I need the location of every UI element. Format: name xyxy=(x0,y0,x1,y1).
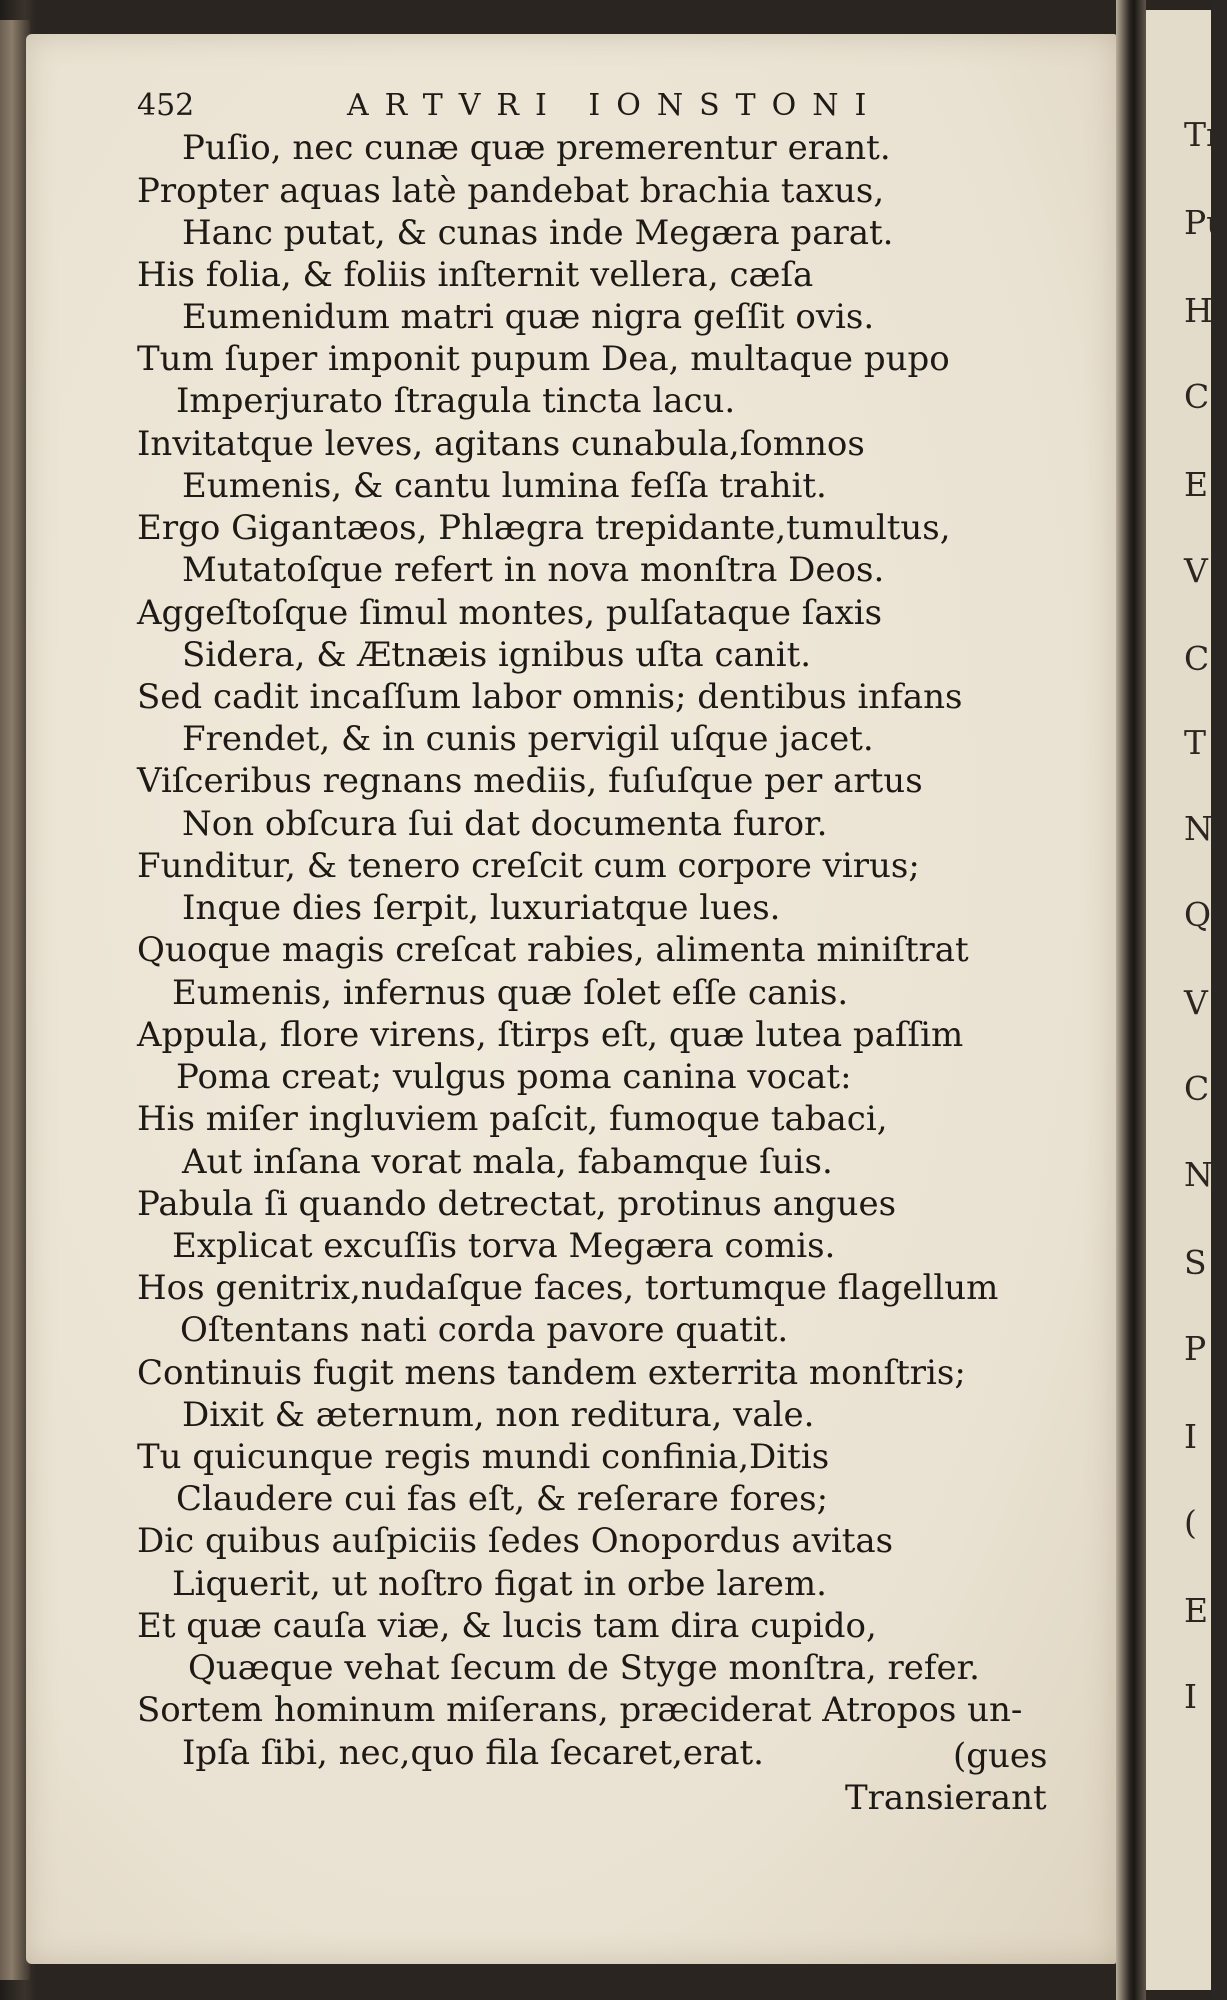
facing-page-letter: P xyxy=(1184,1329,1207,1368)
verse-line: Sed cadit incaſſum labor omnis; dentibus infans xyxy=(137,677,963,717)
facing-page-letter: V xyxy=(1184,551,1208,590)
running-title: ARTVRI IONSTONI xyxy=(347,88,883,123)
facing-page-letter: Tr xyxy=(1184,115,1222,154)
facing-page-letter: Q xyxy=(1184,895,1212,934)
facing-page-letter: C xyxy=(1184,377,1210,416)
facing-page-letter: N xyxy=(1184,809,1213,848)
verse-line: Invitatque leves, agitans cunabula,ſomnos xyxy=(137,424,865,464)
facing-page-letter: C xyxy=(1184,639,1210,678)
verse-line: Aggeſtoſque ſimul montes, pulſataque ſaxis xyxy=(137,593,883,633)
facing-page-letter: I xyxy=(1184,1417,1198,1456)
facing-page-letter: I xyxy=(1184,1677,1198,1716)
verse-line: Hanc putat, & cunas inde Megæra parat. xyxy=(182,213,894,253)
facing-page-letter: E xyxy=(1184,1591,1209,1630)
turnover-word: (gues xyxy=(953,1736,1048,1776)
facing-page-letter: S xyxy=(1184,1243,1207,1282)
verse-line: Non obſcura ſui dat documenta furor. xyxy=(182,804,828,844)
verse-line: Propter aquas latè pandebat brachia taxus, xyxy=(137,171,885,211)
verse-line: Quæque vehat ſecum de Styge monſtra, refer. xyxy=(188,1648,980,1688)
verse-line: His folia, & foliis inſternit vellera, cæſa xyxy=(137,255,814,295)
verse-line: Pabula ſi quando detrectat, protinus angues xyxy=(137,1184,897,1224)
catchword: Transierant xyxy=(845,1778,1047,1818)
verse-line: Dic quibus auſpiciis ſedes Onopordus avitas xyxy=(137,1521,894,1561)
verse-line: Puſio, nec cunæ quæ premerentur erant. xyxy=(182,128,891,168)
book-gutter xyxy=(1116,0,1146,2000)
facing-page-letter: C xyxy=(1184,1069,1210,1108)
verse-line: Claudere cui fas eſt, & reſerare fores; xyxy=(176,1479,829,1519)
verse-line: Sortem hominum miſerans, præciderat Atropos un- xyxy=(137,1690,1023,1730)
verse-line: Ipſa ſibi, nec,quo fila ſecaret,erat. xyxy=(182,1733,764,1773)
facing-page-letter: ( xyxy=(1184,1503,1197,1542)
verse-line: Eumenis, infernus quæ ſolet eſſe canis. xyxy=(172,973,849,1013)
facing-page-letter: Hi xyxy=(1184,291,1224,330)
verse-line: Imperjurato ſtragula tincta lacu. xyxy=(176,381,736,421)
verse-line: Frendet, & in cunis pervigil uſque jacet. xyxy=(182,719,874,759)
facing-page-letter: T xyxy=(1184,723,1207,762)
facing-page-letter: E xyxy=(1184,465,1209,504)
verse-line: Inque dies ſerpit, luxuriatque lues. xyxy=(182,888,781,928)
verse-line: Appula, flore virens, ſtirps eſt, quæ lutea paſſim xyxy=(137,1015,964,1055)
verse-line: Oſtentans nati corda pavore quatit. xyxy=(180,1310,789,1350)
verse-line: Funditur, & tenero creſcit cum corpore virus; xyxy=(137,846,920,886)
verse-line: Continuis fugit mens tandem exterrita monſtris; xyxy=(137,1353,966,1393)
running-head xyxy=(137,88,1037,128)
verse-line: Dixit & æternum, non reditura, vale. xyxy=(182,1395,815,1435)
verse-line: Explicat excuſſis torva Megæra comis. xyxy=(172,1226,836,1266)
verse-line: His miſer ingluviem paſcit, fumoque tabaci, xyxy=(137,1099,888,1139)
facing-page-letter: V xyxy=(1184,983,1208,1022)
verse-line: Aut inſana vorat mala, fabamque ſuis. xyxy=(182,1142,833,1182)
facing-page-letter: Pu xyxy=(1184,203,1227,242)
verse-line: Poma creat; vulgus poma canina vocat: xyxy=(176,1057,852,1097)
verse-line: Eumenidum matri quæ nigra geſſit ovis. xyxy=(182,297,875,337)
facing-page-edge xyxy=(1146,10,1227,1990)
verse-line: Et quæ cauſa viæ, & lucis tam dira cupido, xyxy=(137,1606,877,1646)
verse-line: Viſceribus regnans mediis, fuſuſque per artus xyxy=(137,761,923,801)
verse-line: Quoque magis creſcat rabies, alimenta miniſtrat xyxy=(137,930,969,970)
verse-line: Eumenis, & cantu lumina feſſa trahit. xyxy=(182,466,827,506)
verse-line: Tu quicunque regis mundi confinia,Ditis xyxy=(137,1437,830,1477)
verse-line: Mutatoſque refert in nova monſtra Deos. xyxy=(182,550,885,590)
verse-line: Ergo Gigantæos, Phlægra trepidante,tumultus, xyxy=(137,508,951,548)
verse-line: Liquerit, ut noſtro figat in orbe larem. xyxy=(172,1564,827,1604)
facing-page-letter: N xyxy=(1184,1155,1213,1194)
verse-line: Tum ſuper imponit pupum Dea, multaque pupo xyxy=(137,339,950,379)
verse-line: Sidera, & Ætnæis ignibus uſta canit. xyxy=(182,635,812,675)
page-number: 452 xyxy=(137,88,195,123)
verse-line: Hos genitrix,nudaſque faces, tortumque flagellum xyxy=(137,1268,999,1308)
